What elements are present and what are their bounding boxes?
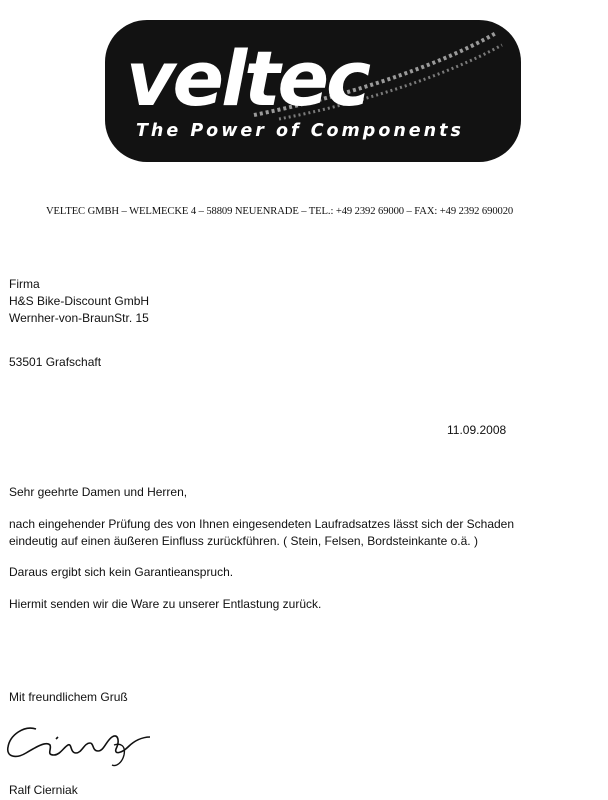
recipient-address	[9, 276, 149, 327]
recipient-line-2: H&S Bike-Discount GmbH	[9, 294, 150, 308]
veltec-logo	[104, 19, 522, 163]
salutation: Sehr geehrte Damen und Herren,	[9, 485, 188, 499]
recipient-line-3: Wernher-von-BraunStr. 15	[9, 311, 149, 325]
paragraph-1-line-1: nach eingehender Prüfung des von Ihnen eingesendeten Laufradsatzes lässt sich der Schaden	[9, 517, 515, 531]
closing: Mit freundlichem Gruß	[9, 690, 128, 704]
signer-name: Ralf Cierniak	[9, 783, 78, 797]
logo-brand: veltec	[126, 34, 369, 123]
paragraph-2: Daraus ergibt sich kein Garantieanspruch.	[9, 565, 234, 579]
paragraph-1-line-2: eindeutig auf einen äußeren Einfluss zurückführen. ( Stein, Felsen, Bordsteinkante o.ä. )	[9, 534, 478, 548]
recipient-city: 53501 Grafschaft	[9, 355, 102, 369]
letter-date: 11.09.2008	[447, 423, 507, 437]
paragraph-3: Hiermit senden wir die Ware zu unserer Entlastung zurück.	[9, 597, 322, 611]
sender-line: VELTEC GMBH – WELMECKE 4 – 58809 NEUENRADE – TEL.: +49 2392 69000 – FAX: +49 2392 690020	[46, 206, 514, 217]
logo-tagline: The Power of Components	[136, 121, 464, 141]
signature	[2, 715, 162, 771]
recipient-line-1: Firma	[9, 277, 40, 291]
